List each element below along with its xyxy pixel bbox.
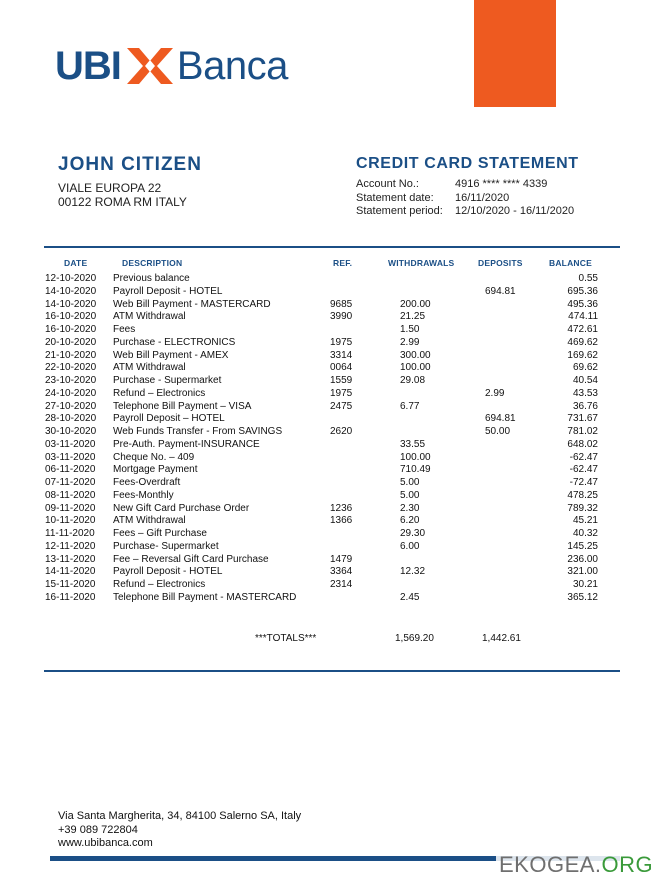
account-row bbox=[356, 178, 574, 192]
cell-description: Cheque No. – 409 bbox=[113, 451, 195, 463]
cell-date: 09-11-2020 bbox=[45, 502, 96, 514]
cell-balance: 30.21 bbox=[572, 579, 598, 590]
bank-logo bbox=[55, 44, 288, 88]
cell-balance: -62.47 bbox=[569, 464, 598, 476]
cell-date: 08-11-2020 bbox=[45, 489, 96, 501]
cell-balance: 789.32 bbox=[567, 502, 598, 514]
table-row bbox=[0, 273, 630, 286]
cell-withdrawal: 100.00 bbox=[400, 451, 431, 463]
table-row bbox=[0, 490, 630, 503]
table-row bbox=[0, 566, 630, 579]
cell-date: 23-10-2020 bbox=[45, 375, 97, 386]
cell-description: Telephone Bill Payment – VISA bbox=[113, 400, 252, 412]
cell-ref: 1236 bbox=[330, 502, 353, 514]
table-row bbox=[0, 426, 630, 439]
cell-description: Fees bbox=[113, 324, 136, 335]
cell-description: Fees-Monthly bbox=[113, 489, 174, 501]
cell-date: 14-11-2020 bbox=[45, 566, 96, 578]
cell-date: 15-11-2020 bbox=[45, 579, 96, 590]
cell-description: ATM Withdrawal bbox=[113, 311, 186, 323]
cell-ref: 0064 bbox=[330, 362, 353, 374]
footer-phone: +39 089 722804 bbox=[58, 823, 138, 836]
totals-withdrawals: 1,569.20 bbox=[395, 633, 434, 644]
footer-website: www.ubibanca.com bbox=[58, 837, 153, 849]
cell-withdrawal: 2.30 bbox=[400, 502, 420, 514]
cell-balance: 365.12 bbox=[567, 591, 598, 603]
cell-ref: 2475 bbox=[330, 400, 353, 412]
cell-withdrawal: 5.00 bbox=[400, 489, 420, 501]
cell-ref: 1479 bbox=[330, 553, 353, 565]
statement-period-row bbox=[356, 205, 574, 219]
cell-description: Pre-Auth. Payment-INSURANCE bbox=[113, 438, 260, 450]
table-row bbox=[0, 477, 630, 490]
table-row bbox=[0, 324, 630, 337]
cell-date: 20-10-2020 bbox=[45, 336, 97, 348]
header-balance: BALANCE bbox=[549, 258, 592, 268]
account-value: 4916 **** **** 4339 bbox=[455, 178, 548, 190]
cell-date: 03-11-2020 bbox=[45, 451, 96, 463]
cell-balance: 0.55 bbox=[578, 273, 598, 284]
address-line-2: 00122 ROMA RM ITALY bbox=[58, 195, 187, 209]
cell-date: 10-11-2020 bbox=[45, 515, 96, 527]
cell-withdrawal: 29.08 bbox=[400, 375, 426, 386]
cell-description: Web Bill Payment - MASTERCARD bbox=[113, 298, 271, 310]
cell-date: 16-10-2020 bbox=[45, 324, 97, 335]
header-date: DATE bbox=[64, 258, 88, 268]
cell-deposit: 2.99 bbox=[485, 387, 505, 399]
statement-title: CREDIT CARD STATEMENT bbox=[356, 155, 579, 172]
table-row bbox=[0, 541, 630, 554]
cell-description: Web Funds Transfer - From SAVINGS bbox=[113, 426, 283, 437]
cell-description: Purchase - Supermarket bbox=[113, 375, 222, 386]
cell-deposit: 694.81 bbox=[485, 285, 516, 297]
cell-balance: 781.02 bbox=[567, 426, 598, 437]
customer-name: JOHN CITIZEN bbox=[58, 154, 202, 175]
cell-balance: 169.62 bbox=[567, 349, 598, 361]
cell-withdrawal: 2.99 bbox=[400, 336, 420, 348]
cell-balance: -62.47 bbox=[569, 451, 598, 463]
watermark-suffix: ORG bbox=[601, 852, 654, 877]
cell-withdrawal: 2.45 bbox=[400, 591, 420, 603]
cell-balance: 145.25 bbox=[567, 540, 598, 552]
cell-withdrawal: 200.00 bbox=[400, 298, 431, 310]
cell-date: 12-10-2020 bbox=[45, 273, 97, 284]
cell-withdrawal: 29.30 bbox=[400, 528, 426, 539]
statement-period-label: Statement period: bbox=[356, 205, 443, 217]
cell-withdrawal: 12.32 bbox=[400, 566, 426, 578]
statement-date-value: 16/11/2020 bbox=[455, 191, 510, 204]
totals-label: ***TOTALS*** bbox=[255, 633, 317, 644]
cell-ref: 2620 bbox=[330, 426, 353, 437]
header-description: DESCRIPTION bbox=[122, 258, 183, 268]
cell-ref: 1975 bbox=[330, 336, 353, 348]
cell-description: Fees-Overdraft bbox=[113, 477, 181, 488]
cell-description: Refund – Electronics bbox=[113, 579, 206, 590]
cell-description: Telephone Bill Payment - MASTERCARD bbox=[113, 591, 297, 603]
table-row bbox=[0, 515, 630, 528]
table-row bbox=[0, 375, 630, 388]
table-row bbox=[0, 439, 630, 452]
table-row bbox=[0, 362, 630, 375]
cell-balance: 43.53 bbox=[572, 387, 598, 399]
cell-date: 22-10-2020 bbox=[45, 362, 97, 374]
table-row bbox=[0, 528, 630, 541]
table-row bbox=[0, 464, 630, 477]
cell-withdrawal: 710.49 bbox=[400, 464, 431, 476]
footer-address: Via Santa Margherita, 34, 84100 Salerno SA, Italy bbox=[58, 810, 302, 822]
cell-date: 28-10-2020 bbox=[45, 413, 97, 425]
table-row bbox=[0, 413, 630, 426]
statement-info bbox=[356, 178, 574, 218]
cell-description: Refund – Electronics bbox=[113, 387, 206, 399]
cell-date: 16-10-2020 bbox=[45, 311, 97, 323]
table-row bbox=[0, 311, 630, 324]
logo-arrows-icon bbox=[127, 46, 173, 86]
cell-ref: 3314 bbox=[330, 349, 353, 361]
cell-date: 07-11-2020 bbox=[45, 477, 96, 488]
cell-withdrawal: 6.00 bbox=[400, 540, 420, 552]
table-row bbox=[0, 579, 630, 592]
cell-withdrawal: 21.25 bbox=[400, 311, 426, 323]
cell-date: 27-10-2020 bbox=[45, 400, 97, 412]
cell-description: Purchase- Supermarket bbox=[113, 540, 219, 552]
cell-description: Previous balance bbox=[113, 273, 190, 284]
logo-banca-text: Banca bbox=[176, 44, 288, 88]
cell-withdrawal: 6.77 bbox=[400, 400, 420, 412]
table-row bbox=[0, 401, 630, 414]
cell-balance: 495.36 bbox=[567, 298, 598, 310]
cell-description: New Gift Card Purchase Order bbox=[113, 502, 250, 514]
cell-date: 03-11-2020 bbox=[45, 438, 96, 450]
cell-withdrawal: 5.00 bbox=[400, 477, 420, 488]
table-top-rule bbox=[44, 246, 620, 248]
cell-balance: 731.67 bbox=[567, 413, 598, 425]
totals-deposits: 1,442.61 bbox=[482, 633, 521, 644]
statement-date-row bbox=[356, 192, 574, 206]
cell-ref: 2314 bbox=[330, 579, 353, 590]
table-row bbox=[0, 337, 630, 350]
header-deposits: DEPOSITS bbox=[478, 258, 523, 268]
header-ref: REF. bbox=[333, 258, 353, 268]
cell-balance: 69.62 bbox=[572, 362, 598, 374]
table-row bbox=[0, 554, 630, 567]
cell-deposit: 50.00 bbox=[485, 426, 511, 437]
cell-date: 24-10-2020 bbox=[45, 387, 97, 399]
cell-ref: 1975 bbox=[330, 387, 353, 399]
table-row bbox=[0, 452, 630, 465]
statement-period-value: 12/10/2020 - 16/11/2020 bbox=[455, 205, 575, 217]
cell-withdrawal: 300.00 bbox=[400, 349, 431, 361]
table-row bbox=[0, 350, 630, 363]
customer-address bbox=[58, 181, 187, 209]
cell-description: Fees – Gift Purchase bbox=[113, 528, 207, 539]
cell-description: Payroll Deposit - HOTEL bbox=[113, 285, 223, 297]
header-withdrawals: WITHDRAWALS bbox=[388, 258, 455, 268]
cell-description: ATM Withdrawal bbox=[113, 362, 186, 374]
cell-ref: 9685 bbox=[330, 298, 353, 310]
cell-balance: 40.54 bbox=[572, 375, 598, 386]
cell-date: 14-10-2020 bbox=[45, 298, 97, 310]
table-row bbox=[0, 388, 630, 401]
footer bbox=[58, 810, 301, 851]
cell-balance: 45.21 bbox=[572, 515, 598, 527]
cell-date: 12-11-2020 bbox=[45, 540, 96, 552]
cell-balance: 40.32 bbox=[572, 528, 598, 539]
cell-deposit: 694.81 bbox=[485, 413, 516, 425]
cell-balance: 472.61 bbox=[567, 324, 598, 335]
cell-balance: 236.00 bbox=[567, 553, 598, 565]
cell-ref: 3990 bbox=[330, 311, 353, 323]
cell-ref: 1366 bbox=[330, 515, 353, 527]
account-label: Account No.: bbox=[356, 178, 419, 190]
address-line-1: VIALE EUROPA 22 bbox=[58, 181, 162, 195]
cell-withdrawal: 6.20 bbox=[400, 515, 420, 527]
cell-withdrawal: 33.55 bbox=[400, 438, 426, 450]
cell-balance: 478.25 bbox=[567, 489, 598, 501]
cell-date: 11-11-2020 bbox=[45, 528, 95, 539]
cell-description: Mortgage Payment bbox=[113, 464, 198, 476]
cell-date: 13-11-2020 bbox=[45, 553, 96, 565]
cell-balance: 36.76 bbox=[572, 400, 598, 412]
watermark bbox=[496, 852, 656, 878]
cell-balance: 469.62 bbox=[567, 336, 598, 348]
cell-balance: 321.00 bbox=[567, 566, 598, 578]
cell-description: Purchase - ELECTRONICS bbox=[113, 336, 236, 348]
transactions-table bbox=[0, 273, 630, 605]
cell-date: 14-10-2020 bbox=[45, 285, 97, 297]
cell-ref: 1559 bbox=[330, 375, 353, 386]
cell-withdrawal: 1.50 bbox=[400, 324, 420, 335]
cell-balance: -72.47 bbox=[569, 477, 598, 488]
cell-ref: 3364 bbox=[330, 566, 353, 578]
brand-color-block bbox=[474, 0, 556, 107]
table-row bbox=[0, 592, 630, 605]
table-row bbox=[0, 286, 630, 299]
cell-date: 30-10-2020 bbox=[45, 426, 97, 437]
statement-date-label: Statement date: bbox=[356, 191, 434, 204]
cell-description: Payroll Deposit – HOTEL bbox=[113, 413, 225, 425]
cell-withdrawal: 100.00 bbox=[400, 362, 431, 374]
cell-balance: 474.11 bbox=[568, 311, 598, 323]
totals-bottom-rule bbox=[44, 670, 620, 672]
cell-date: 06-11-2020 bbox=[45, 464, 96, 476]
watermark-main: EKOGEA. bbox=[499, 852, 602, 877]
cell-date: 21-10-2020 bbox=[45, 349, 97, 361]
cell-description: Fee – Reversal Gift Card Purchase bbox=[113, 553, 269, 565]
logo-ubi-text: UBI bbox=[55, 44, 121, 88]
table-row bbox=[0, 299, 630, 312]
cell-balance: 648.02 bbox=[567, 438, 598, 450]
cell-description: ATM Withdrawal bbox=[113, 515, 186, 527]
table-row bbox=[0, 503, 630, 516]
cell-description: Payroll Deposit - HOTEL bbox=[113, 566, 223, 578]
cell-balance: 695.36 bbox=[567, 285, 598, 297]
cell-date: 16-11-2020 bbox=[45, 591, 96, 603]
cell-description: Web Bill Payment - AMEX bbox=[113, 349, 229, 361]
